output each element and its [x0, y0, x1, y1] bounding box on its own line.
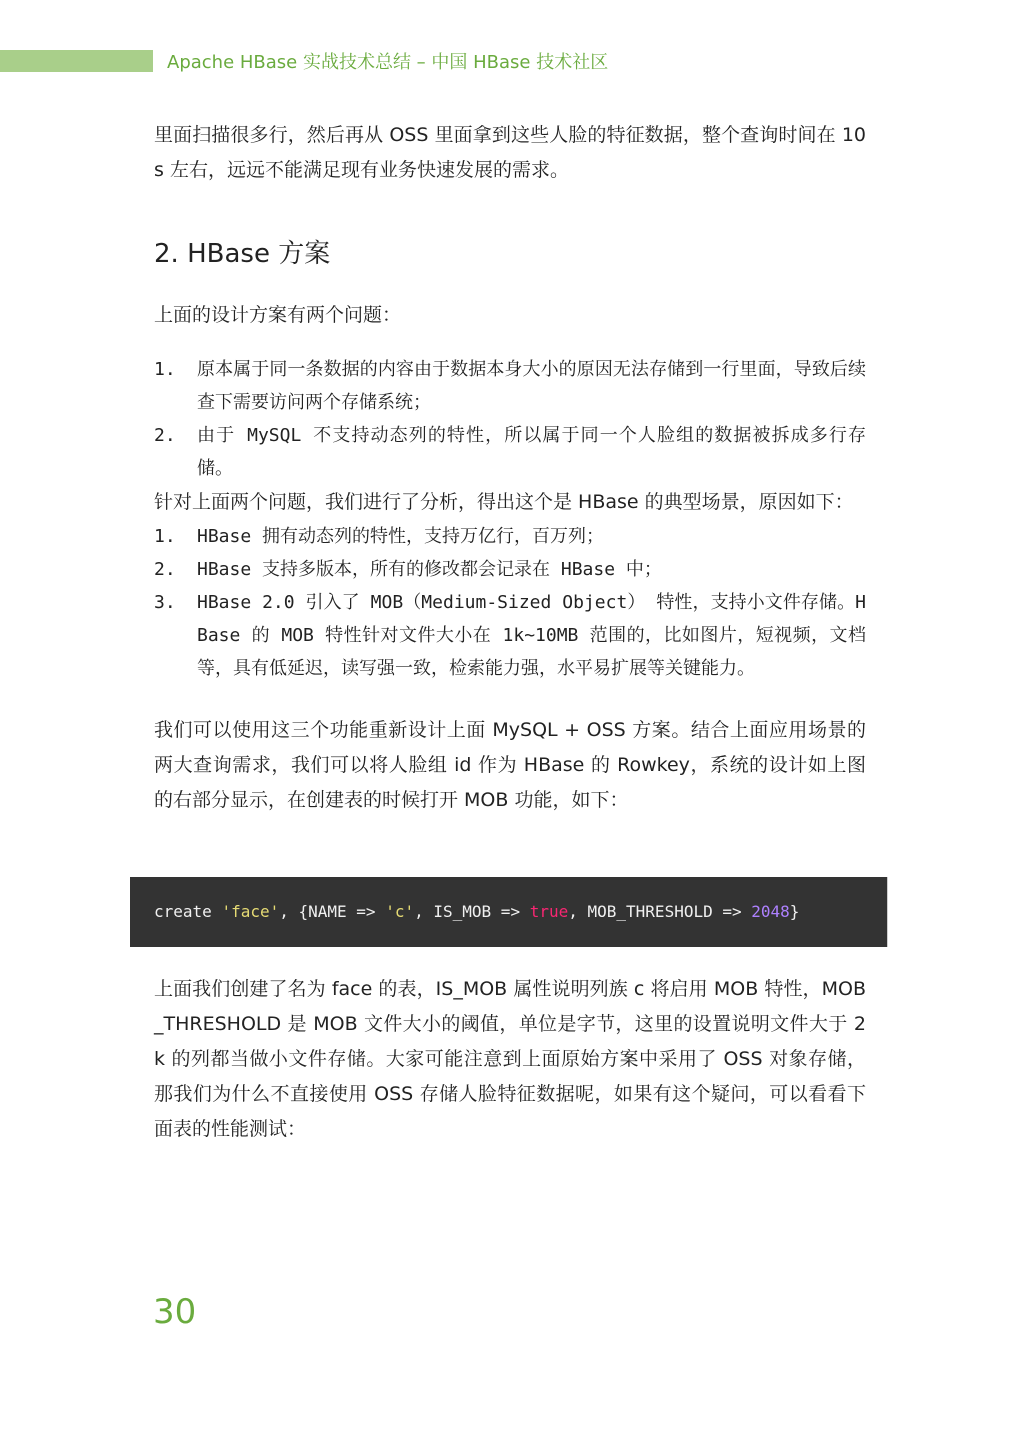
code-string: 'c' — [385, 902, 415, 921]
section-heading: 2. HBase 方案 — [154, 239, 331, 269]
page-number: 30 — [153, 1292, 197, 1332]
running-header: Apache HBase 实战技术总结 – 中国 HBase 技术社区 — [167, 52, 609, 73]
list-item — [154, 553, 866, 586]
code-text: , IS_MOB => — [414, 902, 530, 921]
list-item — [154, 520, 866, 553]
intro-paragraph: 里面扫描很多行，然后再从 OSS 里面拿到这些人脸的特征数据，整个查询时间在 10s 左右，远远不能满足现有业务快速发展的需求。 — [154, 124, 866, 181]
code-text: } — [789, 902, 800, 921]
list-item-text: HBase 拥有动态列的特性，支持万亿行，百万列； — [197, 526, 605, 547]
explanation-paragraph: 上面我们创建了名为 face 的表，IS_MOB 属性说明列族 c 将启用 MOB 特性，MOB_THRESHOLD 是 MOB 文件大小的阈值，单位是字节，这里的设置说明文件大于 2k 的列都当做小文件存储。大家可能注意到上面原始方案中采用了 OSS 对象存储，那我们为什么不直接使用 OSS 存储人脸特征数据呢，如果有这个疑问，可以看看下面表的性能测试： — [154, 978, 866, 1140]
list-number: 1. — [154, 359, 176, 380]
code-boolean: true — [529, 902, 569, 921]
code-text: , MOB_THRESHOLD => — [568, 902, 752, 921]
list-item-text: HBase 支持多版本，所有的修改都会记录在 HBase 中； — [197, 559, 662, 580]
list-number: 2. — [154, 559, 176, 580]
list-number: 2. — [154, 425, 176, 446]
list-number: 3. — [154, 592, 176, 613]
problems-intro: 上面的设计方案有两个问题： — [154, 304, 402, 326]
list-item — [154, 353, 866, 419]
list-number: 1. — [154, 526, 176, 547]
list-item — [154, 419, 866, 485]
code-text: , {NAME => — [279, 902, 386, 921]
code-string: 'face' — [221, 902, 280, 921]
list-item-text: HBase 2.0 引入了 MOB（Medium-Sized Object） 特性，支持小文件存储。HBase 的 MOB 特性针对文件大小在 1k~10MB 范围的，比如图片，短视频，文档等，具有低延迟，读写强一致，检索能力强，水平易扩展等关键能力。 — [197, 592, 866, 679]
reasons-list — [154, 520, 866, 685]
problems-list — [154, 353, 866, 485]
list-item — [154, 586, 866, 685]
code-block — [130, 877, 888, 947]
analysis-intro: 针对上面两个问题，我们进行了分析，得出这个是 HBase 的典型场景，原因如下： — [154, 491, 854, 513]
list-item-text: 原本属于同一条数据的内容由于数据本身大小的原因无法存储到一行里面，导致后续查下需要访问两个存储系统； — [197, 359, 866, 413]
list-item-text: 由于 MySQL 不支持动态列的特性，所以属于同一个人脸组的数据被拆成多行存储。 — [197, 425, 866, 479]
design-paragraph: 我们可以使用这三个功能重新设计上面 MySQL + OSS 方案。结合上面应用场景的两大查询需求，我们可以将人脸组 id 作为 HBase 的 Rowkey，系统的设计如上图的右部分显示，在创建表的时候打开 MOB 功能，如下： — [154, 719, 866, 811]
page-content-lower — [154, 972, 866, 1147]
code-number: 2048 — [751, 902, 790, 921]
header-accent-bar — [0, 50, 153, 72]
code-keyword: create — [154, 902, 222, 921]
page-content — [154, 118, 866, 818]
